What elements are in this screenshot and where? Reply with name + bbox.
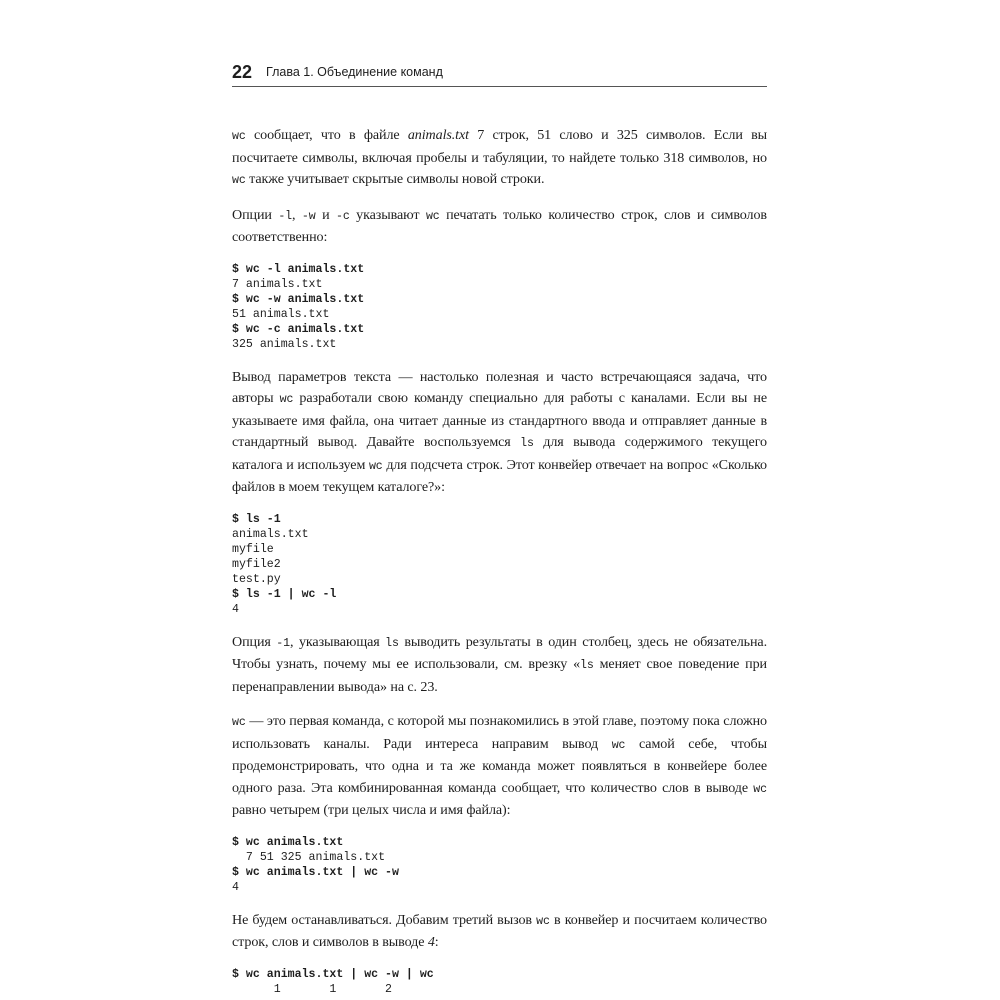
- inline-code: -1: [276, 636, 291, 650]
- output-line: test.py: [232, 572, 281, 586]
- text: разработали свою команду специально для работы с каналами. Если вы не указываете имя файла, она читает данные из стандартного ввода и отправляет данные в стандартный вывод. Давайте воспользуемся: [232, 390, 767, 450]
- output-line: 51 animals.txt: [232, 307, 330, 321]
- output-line: myfile2: [232, 557, 281, 571]
- text: Вывод параметров текста — настолько полезная и часто встречающаяся задача, что авторы: [232, 368, 767, 406]
- page-content: [232, 87, 767, 997]
- inline-code: wc: [232, 716, 246, 729]
- inline-code: wc: [425, 209, 440, 223]
- book-page: [232, 58, 767, 996]
- output-line: animals.txt: [232, 527, 309, 541]
- inline-code: wc: [753, 782, 767, 796]
- command-line: $ wc -c animals.txt: [232, 322, 365, 336]
- code-block-1: [232, 262, 767, 352]
- inline-code: wc: [279, 393, 294, 406]
- text: в конвейер и посчитаем количество строк, слов и символов в выводе: [232, 911, 767, 950]
- inline-code: ls: [580, 659, 594, 672]
- chapter-title: Глава 1. Объединение команд: [266, 65, 443, 79]
- text: печатать только количество строк, слов и символов соответственно:: [232, 206, 767, 245]
- text: сообщает, что в файле: [245, 127, 408, 143]
- text: также учитывает скрытые символы новой строки.: [245, 171, 545, 187]
- text: , указывающая: [290, 633, 386, 650]
- code-block-4: [232, 967, 767, 997]
- output-line: 7 animals.txt: [232, 277, 323, 291]
- text: Не будем останавливаться. Добавим третий вызов: [232, 911, 537, 928]
- output-line: 7 51 325 animals.txt: [232, 850, 386, 864]
- inline-code: wc: [368, 459, 383, 473]
- code-block-3: [232, 835, 767, 895]
- output-line: myfile: [232, 542, 274, 556]
- command-line: $ wc animals.txt | wc -w | wc: [232, 967, 434, 981]
- inline-code: wc: [536, 914, 550, 928]
- text: Опции: [232, 206, 279, 223]
- inline-code: ls: [520, 437, 534, 450]
- file-name: animals.txt: [407, 127, 469, 143]
- inline-code: ls: [385, 636, 399, 650]
- inline-code: -w: [301, 209, 316, 223]
- text: равно четырем (три целых числа и имя файла):: [232, 802, 511, 818]
- command-line: $ ls -1: [232, 512, 281, 526]
- command-line: $ wc animals.txt | wc -w: [232, 865, 399, 879]
- text: :: [434, 934, 439, 950]
- output-line: 4: [232, 602, 239, 616]
- text: и: [315, 206, 336, 223]
- paragraph-6: [232, 910, 767, 954]
- command-line: $ ls -1 | wc -l: [232, 587, 337, 601]
- paragraph-3: [232, 367, 767, 499]
- text: выводить результаты в один столбец, здесь не обязательна. Чтобы узнать, почему мы ее использовали, см. врезку «: [232, 633, 767, 672]
- inline-code: -c: [336, 209, 350, 223]
- inline-code: wc: [611, 738, 626, 752]
- output-line: 4: [232, 880, 239, 894]
- paragraph-4: [232, 632, 767, 699]
- output-line: 1 1 2: [232, 982, 393, 996]
- command-line: $ wc -w animals.txt: [232, 292, 365, 306]
- text: самой себе, чтобы продемонстрировать, что одна и та же команда может появляться в конвейере более одного раза. Эта комбинированная команда сообщает, что количество слов в выводе: [232, 735, 767, 796]
- text: — это первая команда, с которой мы познакомились в этой главе, поэтому пока сложно использовать каналы. Ради интереса направим вывод: [232, 713, 767, 752]
- code-block-2: [232, 512, 767, 617]
- command-line: $ wc -l animals.txt: [232, 262, 365, 276]
- command-line: $ wc animals.txt: [232, 835, 344, 849]
- text: для вывода содержимого текущего каталога и используем: [232, 434, 767, 473]
- text: Опция: [232, 633, 277, 650]
- page-number: 22: [232, 62, 253, 82]
- page-header: [232, 58, 767, 87]
- text: указывают: [349, 206, 426, 223]
- text: ,: [292, 206, 302, 223]
- paragraph-1: [232, 125, 767, 192]
- text: 7 строк, 51 слово и 325 символов. Если вы посчитаете символы, включая пробелы и табуляции, то найдете только 318 символов, но: [232, 127, 767, 166]
- inline-code: -l: [278, 209, 293, 223]
- text: меняет свое поведение при перенаправлении вывода» на с. 23.: [232, 656, 767, 695]
- paragraph-2: [232, 205, 767, 249]
- output-line: 325 animals.txt: [232, 337, 337, 351]
- inline-code: wc: [232, 174, 246, 187]
- text: для подсчета строк. Этот конвейер отвечает на вопрос «Сколько файлов в моем текущем каталоге?»:: [232, 456, 767, 495]
- paragraph-5: [232, 711, 767, 822]
- inline-code: wc: [232, 130, 246, 143]
- italic-number: 4: [427, 934, 435, 950]
